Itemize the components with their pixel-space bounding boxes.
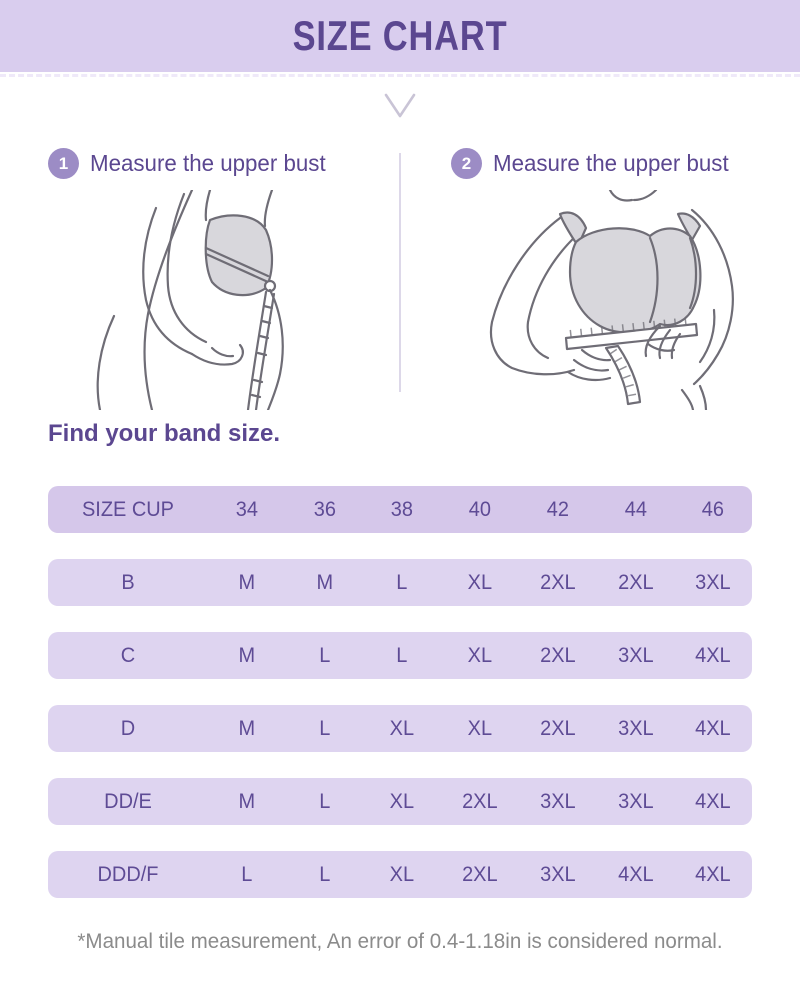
size-cell: M [238,570,256,594]
size-table-row [48,778,752,825]
step-2-header [451,148,736,179]
size-cell: L [319,789,331,813]
size-cell: 4XL [695,862,731,886]
size-cell: XL [390,862,415,886]
underbust-measure-illustration [60,190,380,410]
size-cell: 2XL [617,570,654,594]
size-cell: 3XL [617,716,654,740]
size-table [48,486,752,924]
size-cell: M [238,789,256,813]
size-cell: XL [390,716,415,740]
size-cell: 40 [468,497,492,521]
size-cell: 2XL [539,716,576,740]
measurement-footnote: *Manual tile measurement, An error of 0.4-1.18in is considered normal. [77,930,723,953]
cup-label-cell: C [120,643,136,667]
chevron-down-icon [0,92,800,120]
size-cell: L [319,643,331,667]
size-cell: XL [467,716,493,740]
size-cell: 3XL [539,789,576,813]
size-cell: L [241,862,253,886]
band-size-heading: Find your band size. [48,420,281,447]
size-cell: 3XL [617,643,654,667]
size-cell: 2XL [539,643,576,667]
size-cell: 4XL [695,716,731,740]
bust-measure-illustration [460,190,780,410]
step-2-label: Measure the upper bust [493,150,729,176]
size-cell: M [316,570,333,594]
size-cell: 3XL [695,570,731,594]
size-table-row [48,851,752,898]
size-cell: M [238,643,256,667]
size-cell: 2XL [539,570,576,594]
step-2-number-badge: 2 [451,148,482,179]
cup-label-cell: DD/E [104,789,152,813]
cup-label-cell: DDD/F [97,862,159,886]
size-cell: 44 [624,497,647,521]
size-table-header-row [48,486,752,533]
size-cell: 3XL [617,789,654,813]
step-1-number-badge: 1 [48,148,79,179]
size-cell: 2XL [462,862,498,886]
size-table-row [48,632,752,679]
size-table-row [48,559,752,606]
size-cell: 42 [546,497,569,521]
size-cell: L [396,643,408,667]
size-cell: XL [467,643,493,667]
size-cell: L [396,570,408,594]
step-1-header [48,148,333,179]
size-cell: 4XL [695,789,731,813]
cup-label-cell: D [120,716,136,740]
size-cell: 4XL [617,862,654,886]
size-cell: XL [467,570,493,594]
banner [0,0,800,72]
banner-dashed-divider [0,74,800,77]
size-cell: M [238,716,256,740]
size-cell: 36 [313,497,336,521]
size-cell: L [319,862,331,886]
size-cell: 4XL [695,643,731,667]
size-cell: L [319,716,331,740]
cup-label-cell: B [121,570,135,594]
page-title: SIZE CHART [292,12,508,59]
size-cell: XL [390,789,415,813]
size-cell: 46 [702,497,725,521]
steps-divider [399,153,401,392]
size-cell: 3XL [539,862,576,886]
size-cell: 38 [391,497,414,521]
size-cell: 34 [235,497,258,521]
size-table-row [48,705,752,752]
size-cup-header-cell: SIZE CUP [81,497,175,521]
size-cell: 2XL [462,789,498,813]
step-1-label: Measure the upper bust [90,150,326,176]
